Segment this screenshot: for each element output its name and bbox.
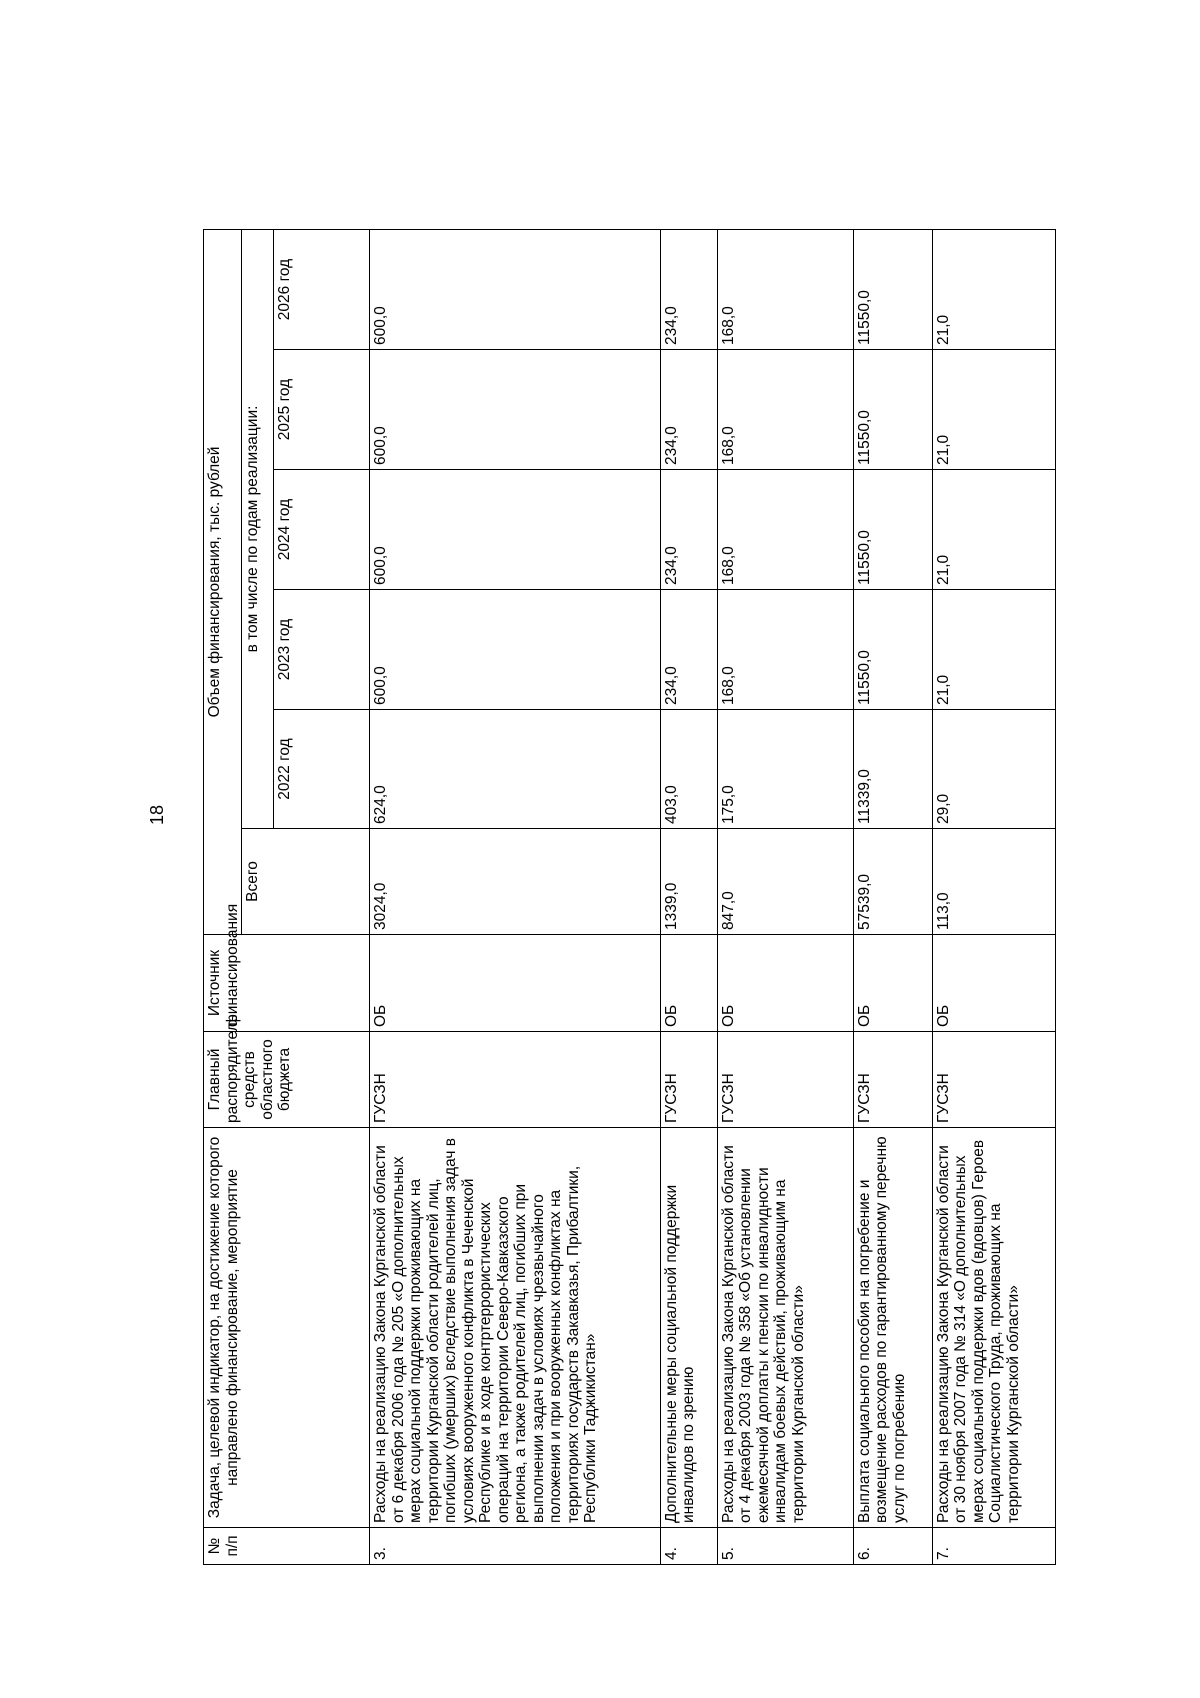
row-num: 3. [370,1528,661,1565]
row-2026: 234,0 [660,229,717,349]
row-total: 1339,0 [660,829,717,935]
header-year-2022: 2022 год [274,710,370,829]
row-num: 4. [660,1528,717,1565]
page-number: 18 [147,804,168,826]
row-manager: ГУСЗН [853,1032,932,1128]
header-task: Задача, целевой индикатор, на достижение которого направлено финансирование, мероприятие [204,1128,370,1528]
table-row [853,229,932,1564]
row-source: ОБ [370,935,661,1032]
header-source: Источник финансирования [204,935,370,1032]
rotated-table-container [203,230,1056,1565]
header-total: Всего [242,829,370,935]
row-total: 3024,0 [370,829,661,935]
row-task: Расходы на реализацию Закона Курганской области от 30 ноября 2007 года № 314 «О дополнительных мерах социальной поддержки вдов (вдовцов) Героев Социалистического Труда, проживающих на территории Курганской области» [932,1128,1055,1528]
row-source: ОБ [932,935,1055,1032]
header-year-2024: 2024 год [274,470,370,590]
row-2022: 29,0 [932,710,1055,829]
header-manager: Главный распорядитель средств областного бюджета [204,1032,370,1128]
table-row [932,229,1055,1564]
row-source: ОБ [717,935,853,1032]
row-manager: ГУСЗН [660,1032,717,1128]
header-volume: Объем финансирования, тыс. рублей [204,229,242,934]
header-year-2025: 2025 год [274,350,370,470]
header-num: № п/п [204,1528,370,1565]
row-2026: 600,0 [370,229,661,349]
row-2024: 11550,0 [853,470,932,590]
row-2023: 21,0 [932,590,1055,710]
row-2022: 624,0 [370,710,661,829]
row-manager: ГУСЗН [370,1032,661,1128]
row-2025: 11550,0 [853,350,932,470]
row-2023: 600,0 [370,590,661,710]
row-2023: 234,0 [660,590,717,710]
row-2026: 11550,0 [853,229,932,349]
table-row [370,229,661,1564]
header-by-years: в том числе по годам реализации: [242,229,274,828]
row-2025: 234,0 [660,350,717,470]
table-row [660,229,717,1564]
header-year-2026: 2026 год [274,229,370,349]
row-num: 7. [932,1528,1055,1565]
row-total: 847,0 [717,829,853,935]
row-2024: 21,0 [932,470,1055,590]
row-2025: 168,0 [717,350,853,470]
row-2022: 403,0 [660,710,717,829]
row-2023: 168,0 [717,590,853,710]
row-task: Расходы на реализацию Закона Курганской области от 6 декабря 2006 года № 205 «О дополнительных мерах социальной поддержки проживающих на территории Курганской области родителей лиц, погибших (умерших) вследствие выполнения задач в условиях вооруженного конфликта в Чеченской Республике и в ходе контртеррористических операций на территории Северо-Кавказского региона, а также родителей лиц, погибших при выполнении задач в условиях чрезвычайного положения и при вооруженных конфликтах на территориях государств Закавказья, Прибалтики, Республики Таджикистан» [370,1128,661,1528]
financing-table [203,229,1056,1565]
row-2024: 234,0 [660,470,717,590]
row-2026: 21,0 [932,229,1055,349]
row-num: 5. [717,1528,853,1565]
row-2025: 600,0 [370,350,661,470]
row-2026: 168,0 [717,229,853,349]
row-task: Расходы на реализацию Закона Курганской области от 4 декабря 2003 года № 358 «Об установлении ежемесячной доплаты к пенсии по инвалидности инвалидам боевых действий, проживающим на территории Курганской области» [717,1128,853,1528]
table-row [717,229,853,1564]
row-2025: 21,0 [932,350,1055,470]
row-total: 57539,0 [853,829,932,935]
header-year-2023: 2023 год [274,590,370,710]
row-2022: 175,0 [717,710,853,829]
row-2024: 168,0 [717,470,853,590]
row-2023: 11550,0 [853,590,932,710]
row-total: 113,0 [932,829,1055,935]
row-source: ОБ [660,935,717,1032]
row-task: Дополнительные меры социальной поддержки инвалидов по зрению [660,1128,717,1528]
row-num: 6. [853,1528,932,1565]
row-source: ОБ [853,935,932,1032]
row-2022: 11339,0 [853,710,932,829]
row-manager: ГУСЗН [932,1032,1055,1128]
row-task: Выплата социального пособия на погребение и возмещение расходов по гарантированному перечню услуг по погребению [853,1128,932,1528]
row-manager: ГУСЗН [717,1032,853,1128]
row-2024: 600,0 [370,470,661,590]
